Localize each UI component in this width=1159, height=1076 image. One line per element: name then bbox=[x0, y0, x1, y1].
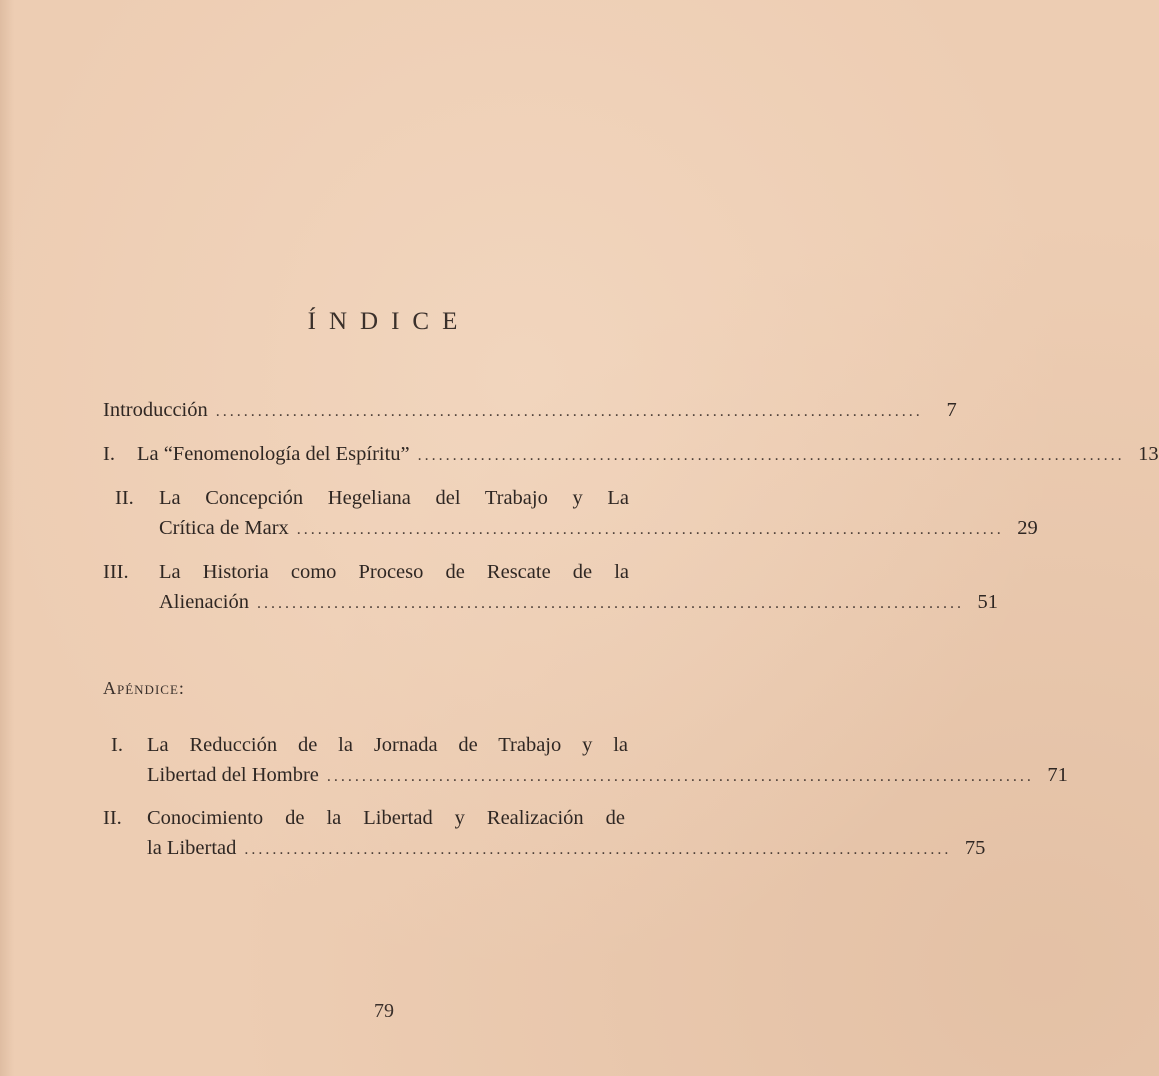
toc-entry-label: La Historia como Proceso de Rescate de la bbox=[159, 561, 629, 583]
page-number: 79 bbox=[374, 1000, 394, 1022]
chapter-numeral: I. bbox=[103, 443, 115, 465]
toc-entry-label: La “Fenomenología del Espíritu” bbox=[136, 443, 410, 465]
toc-entry-label: Conocimiento de la Libertad y Realización de bbox=[147, 807, 625, 829]
chapter-numeral: III. bbox=[103, 561, 129, 583]
toc-entry-label: Introducción bbox=[103, 399, 208, 421]
toc-page-number: 51 bbox=[977, 591, 998, 613]
toc-entry-label-continued: la Libertad bbox=[147, 837, 237, 859]
toc-entry-label-continued: Libertad del Hombre bbox=[147, 764, 319, 786]
toc-page-number: 13 bbox=[1138, 443, 1159, 465]
dot-leader: ..................................................................................................... bbox=[417, 447, 1125, 464]
toc-entry-chapter-2 bbox=[103, 483, 1038, 545]
toc-entry-appendix-2 bbox=[103, 803, 986, 865]
toc-entry-appendix-1 bbox=[103, 730, 1068, 792]
appendix-numeral: I. bbox=[111, 734, 123, 756]
appendix-heading: Apéndice: bbox=[103, 678, 185, 698]
toc-entry-label-continued: Crítica de Marx bbox=[159, 517, 289, 539]
toc-entry-introduction bbox=[103, 395, 957, 427]
dot-leader: ..................................................................................................... bbox=[215, 403, 923, 420]
toc-page-number: 29 bbox=[1017, 517, 1038, 539]
toc-page-number: 71 bbox=[1047, 764, 1068, 786]
dot-leader: ..................................................................................................... bbox=[244, 841, 952, 858]
toc-page-number: 75 bbox=[964, 837, 986, 859]
toc-page-number: 7 bbox=[946, 399, 957, 421]
dot-leader: ..................................................................................................... bbox=[296, 521, 1004, 538]
toc-entry-label-continued: Alienación bbox=[159, 591, 249, 613]
toc-entry-label: La Concepción Hegeliana del Trabajo y La bbox=[159, 487, 629, 509]
toc-entry-chapter-1 bbox=[103, 439, 1159, 471]
page-title: ÍNDICE bbox=[307, 308, 471, 335]
toc-entry-label: La Reducción de la Jornada de Trabajo y la bbox=[147, 734, 628, 756]
toc-entry-chapter-3 bbox=[103, 557, 998, 619]
appendix-numeral: II. bbox=[103, 807, 122, 829]
dot-leader: ..................................................................................................... bbox=[256, 595, 964, 612]
dot-leader: ..................................................................................................... bbox=[326, 768, 1034, 785]
chapter-numeral: II. bbox=[115, 487, 134, 509]
